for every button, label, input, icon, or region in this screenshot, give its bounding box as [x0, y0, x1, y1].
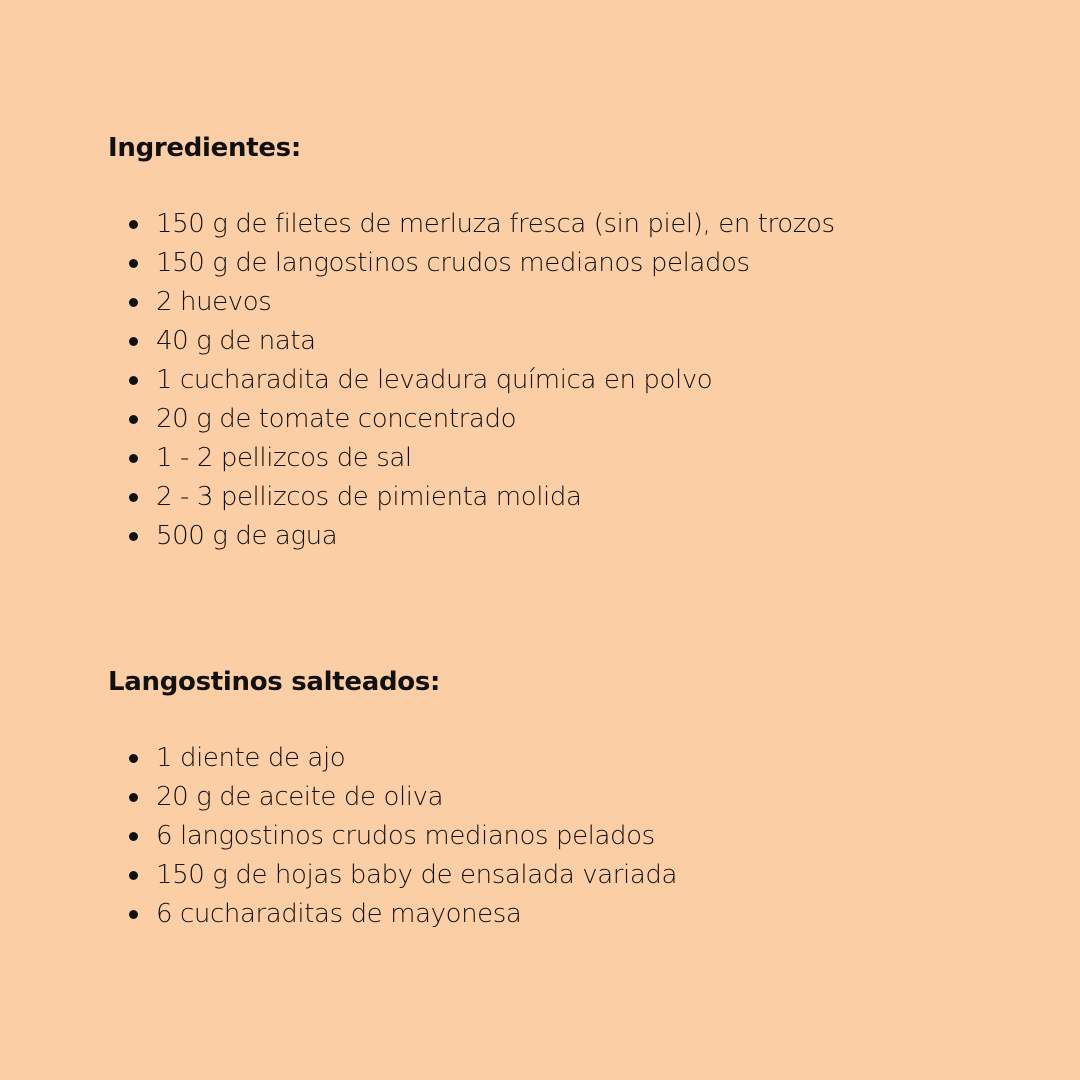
bullet-icon [129, 910, 138, 919]
bullet-icon [129, 220, 138, 229]
list-item [108, 517, 1008, 556]
bullet-icon [129, 337, 138, 346]
bullet-icon [129, 871, 138, 880]
list-item-text: 20 g de aceite de oliva [156, 782, 444, 812]
list-item [108, 400, 1008, 439]
bullet-icon [129, 298, 138, 307]
list-item-text: 2 huevos [156, 287, 272, 317]
bullet-icon [129, 415, 138, 424]
bullet-icon [129, 754, 138, 763]
list-item [108, 322, 1008, 361]
list-item [108, 439, 1008, 478]
bullet-icon [129, 793, 138, 802]
list-item-text: 1 cucharadita de levadura química en polvo [156, 365, 713, 395]
list-item-text: 500 g de agua [156, 521, 338, 551]
list-item-text: 40 g de nata [156, 326, 316, 356]
list-item [108, 244, 1008, 283]
list-item [108, 478, 1008, 517]
bullet-icon [129, 259, 138, 268]
sauteed-prawns-section [108, 662, 1008, 934]
bullet-icon [129, 832, 138, 841]
bullet-icon [129, 532, 138, 541]
sauteed-prawns-title: Langostinos salteados: [108, 667, 441, 697]
list-item-text: 6 cucharaditas de mayonesa [156, 899, 522, 929]
bullet-icon [129, 454, 138, 463]
ingredients-list [108, 205, 1008, 556]
ingredients-section [108, 128, 1008, 556]
sauteed-prawns-list [108, 739, 1008, 934]
list-item [108, 856, 1008, 895]
list-item [108, 895, 1008, 934]
ingredients-title: Ingredientes: [108, 133, 301, 163]
list-item-text: 6 langostinos crudos medianos pelados [156, 821, 655, 851]
list-item-text: 150 g de filetes de merluza fresca (sin piel), en trozos [156, 209, 835, 239]
list-item-text: 1 - 2 pellizcos de sal [156, 443, 412, 473]
list-item [108, 778, 1008, 817]
list-item-text: 2 - 3 pellizcos de pimienta molida [156, 482, 582, 512]
list-item [108, 817, 1008, 856]
list-item [108, 205, 1008, 244]
bullet-icon [129, 376, 138, 385]
bullet-icon [129, 493, 138, 502]
list-item [108, 739, 1008, 778]
list-item-text: 20 g de tomate concentrado [156, 404, 517, 434]
list-item-text: 150 g de hojas baby de ensalada variada [156, 860, 678, 890]
list-item-text: 150 g de langostinos crudos medianos pelados [156, 248, 750, 278]
list-item [108, 361, 1008, 400]
list-item [108, 283, 1008, 322]
list-item-text: 1 diente de ajo [156, 743, 346, 773]
